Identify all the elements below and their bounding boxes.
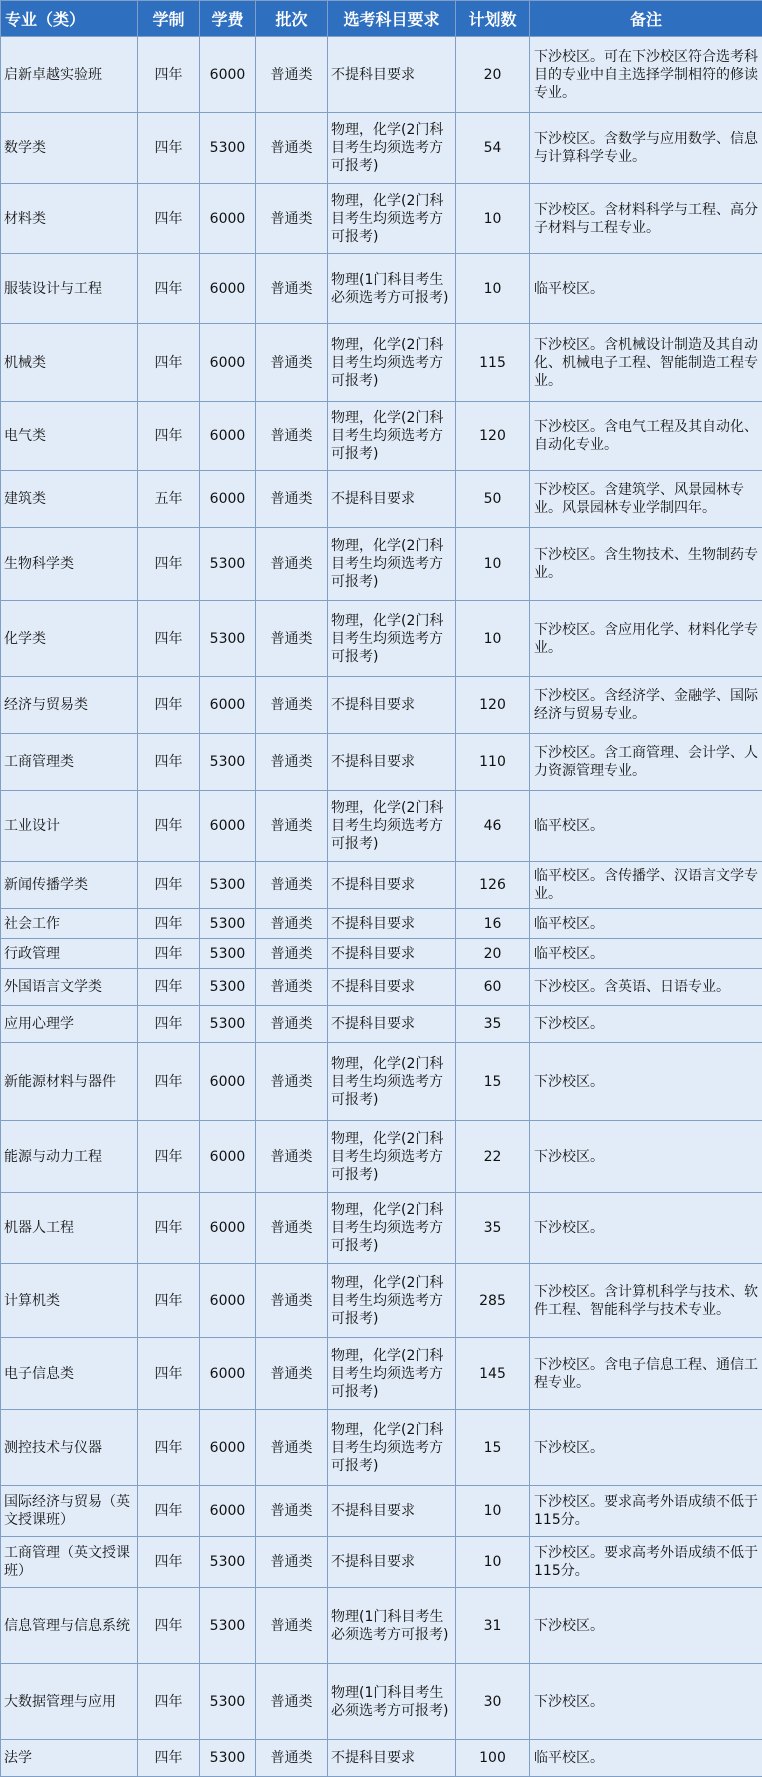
cell-batch: 普通类: [256, 1740, 328, 1777]
cell-duration: 四年: [138, 909, 200, 939]
cell-subjects: 不提科目要求: [328, 734, 456, 791]
cell-batch: 普通类: [256, 1486, 328, 1537]
cell-subjects: 物理，化学(2门科目考生均须选考方可报考): [328, 184, 456, 254]
cell-batch: 普通类: [256, 1264, 328, 1338]
cell-tuition: 6000: [200, 1193, 256, 1264]
cell-duration: 四年: [138, 1006, 200, 1043]
cell-major: 机械类: [1, 324, 138, 402]
cell-quota: 110: [456, 734, 530, 791]
cell-quota: 115: [456, 324, 530, 402]
cell-duration: 四年: [138, 1537, 200, 1588]
table-row: [1, 1537, 762, 1588]
cell-tuition: 5300: [200, 909, 256, 939]
cell-batch: 普通类: [256, 1006, 328, 1043]
header-batch: 批次: [256, 1, 328, 37]
cell-note: 下沙校区。: [530, 1410, 762, 1486]
cell-batch: 普通类: [256, 113, 328, 184]
cell-subjects: 物理(1门科目考生必须选考方可报考): [328, 254, 456, 324]
cell-duration: 四年: [138, 1264, 200, 1338]
cell-duration: 四年: [138, 402, 200, 471]
cell-quota: 120: [456, 677, 530, 734]
table-row: [1, 471, 762, 528]
cell-batch: 普通类: [256, 1121, 328, 1193]
cell-major: 社会工作: [1, 909, 138, 939]
cell-quota: 126: [456, 862, 530, 909]
cell-duration: 四年: [138, 601, 200, 677]
cell-quota: 46: [456, 791, 530, 862]
table-row: [1, 113, 762, 184]
cell-tuition: 6000: [200, 1043, 256, 1121]
cell-subjects: 物理，化学(2门科目考生均须选考方可报考): [328, 113, 456, 184]
cell-major: 工商管理（英文授课班）: [1, 1537, 138, 1588]
cell-major: 材料类: [1, 184, 138, 254]
cell-duration: 四年: [138, 528, 200, 601]
table-row: [1, 1043, 762, 1121]
cell-duration: 四年: [138, 1338, 200, 1410]
cell-note: 临平校区。: [530, 939, 762, 969]
cell-tuition: 5300: [200, 1588, 256, 1664]
cell-subjects: 不提科目要求: [328, 37, 456, 113]
cell-subjects: 物理，化学(2门科目考生均须选考方可报考): [328, 1410, 456, 1486]
cell-batch: 普通类: [256, 1537, 328, 1588]
cell-duration: 四年: [138, 969, 200, 1006]
cell-quota: 100: [456, 1740, 530, 1777]
cell-tuition: 6000: [200, 1121, 256, 1193]
cell-subjects: 不提科目要求: [328, 1537, 456, 1588]
cell-note: 下沙校区。: [530, 1043, 762, 1121]
table-row: [1, 1338, 762, 1410]
cell-quota: 15: [456, 1043, 530, 1121]
cell-duration: 四年: [138, 184, 200, 254]
cell-quota: 10: [456, 184, 530, 254]
cell-tuition: 6000: [200, 254, 256, 324]
cell-batch: 普通类: [256, 734, 328, 791]
cell-batch: 普通类: [256, 791, 328, 862]
cell-duration: 四年: [138, 734, 200, 791]
header-tuition: 学费: [200, 1, 256, 37]
cell-note: 下沙校区。含英语、日语专业。: [530, 969, 762, 1006]
cell-major: 新能源材料与器件: [1, 1043, 138, 1121]
table-row: [1, 1664, 762, 1740]
cell-batch: 普通类: [256, 939, 328, 969]
cell-major: 计算机类: [1, 1264, 138, 1338]
cell-duration: 四年: [138, 37, 200, 113]
cell-batch: 普通类: [256, 1338, 328, 1410]
cell-subjects: 物理，化学(2门科目考生均须选考方可报考): [328, 601, 456, 677]
cell-quota: 30: [456, 1664, 530, 1740]
cell-duration: 四年: [138, 1588, 200, 1664]
table-row: [1, 402, 762, 471]
cell-tuition: 6000: [200, 1264, 256, 1338]
cell-note: 临平校区。: [530, 1740, 762, 1777]
cell-duration: 四年: [138, 254, 200, 324]
cell-note: 下沙校区。: [530, 1006, 762, 1043]
cell-duration: 四年: [138, 677, 200, 734]
cell-quota: 35: [456, 1193, 530, 1264]
cell-batch: 普通类: [256, 37, 328, 113]
cell-subjects: 不提科目要求: [328, 969, 456, 1006]
cell-tuition: 5300: [200, 113, 256, 184]
cell-tuition: 5300: [200, 1006, 256, 1043]
cell-subjects: 不提科目要求: [328, 1740, 456, 1777]
table-row: [1, 791, 762, 862]
table-row: [1, 969, 762, 1006]
cell-duration: 四年: [138, 324, 200, 402]
cell-quota: 10: [456, 1486, 530, 1537]
cell-batch: 普通类: [256, 471, 328, 528]
cell-major: 电气类: [1, 402, 138, 471]
cell-duration: 四年: [138, 1121, 200, 1193]
cell-quota: 16: [456, 909, 530, 939]
cell-tuition: 5300: [200, 1740, 256, 1777]
cell-batch: 普通类: [256, 324, 328, 402]
cell-subjects: 不提科目要求: [328, 1006, 456, 1043]
cell-subjects: 物理，化学(2门科目考生均须选考方可报考): [328, 1264, 456, 1338]
cell-quota: 50: [456, 471, 530, 528]
header-note: 备注: [530, 1, 762, 37]
cell-batch: 普通类: [256, 254, 328, 324]
cell-batch: 普通类: [256, 1664, 328, 1740]
table-row: [1, 1006, 762, 1043]
cell-duration: 四年: [138, 791, 200, 862]
cell-batch: 普通类: [256, 184, 328, 254]
cell-subjects: 物理，化学(2门科目考生均须选考方可报考): [328, 324, 456, 402]
cell-note: 下沙校区。含建筑学、风景园林专业。风景园林专业学制四年。: [530, 471, 762, 528]
cell-duration: 四年: [138, 1193, 200, 1264]
table-row: [1, 37, 762, 113]
cell-tuition: 6000: [200, 471, 256, 528]
cell-duration: 四年: [138, 113, 200, 184]
cell-batch: 普通类: [256, 528, 328, 601]
cell-major: 信息管理与信息系统: [1, 1588, 138, 1664]
cell-tuition: 6000: [200, 1410, 256, 1486]
cell-major: 法学: [1, 1740, 138, 1777]
cell-major: 测控技术与仪器: [1, 1410, 138, 1486]
cell-duration: 四年: [138, 939, 200, 969]
cell-quota: 10: [456, 528, 530, 601]
cell-major: 服装设计与工程: [1, 254, 138, 324]
cell-batch: 普通类: [256, 909, 328, 939]
cell-major: 数学类: [1, 113, 138, 184]
cell-major: 电子信息类: [1, 1338, 138, 1410]
cell-major: 工业设计: [1, 791, 138, 862]
cell-note: 下沙校区。含工商管理、会计学、人力资源管理专业。: [530, 734, 762, 791]
table-row: [1, 1193, 762, 1264]
cell-note: 下沙校区。: [530, 1588, 762, 1664]
cell-note: 下沙校区。: [530, 1664, 762, 1740]
cell-note: 下沙校区。要求高考外语成绩不低于115分。: [530, 1486, 762, 1537]
header-quota: 计划数: [456, 1, 530, 37]
cell-major: 行政管理: [1, 939, 138, 969]
cell-tuition: 6000: [200, 1338, 256, 1410]
cell-major: 国际经济与贸易（英文授课班）: [1, 1486, 138, 1537]
cell-duration: 四年: [138, 1664, 200, 1740]
cell-tuition: 5300: [200, 862, 256, 909]
cell-batch: 普通类: [256, 1193, 328, 1264]
cell-quota: 145: [456, 1338, 530, 1410]
cell-note: 下沙校区。含机械设计制造及其自动化、机械电子工程、智能制造工程专业。: [530, 324, 762, 402]
cell-note: 下沙校区。: [530, 1121, 762, 1193]
cell-quota: 20: [456, 939, 530, 969]
cell-duration: 四年: [138, 1410, 200, 1486]
cell-tuition: 5300: [200, 528, 256, 601]
cell-major: 工商管理类: [1, 734, 138, 791]
cell-quota: 20: [456, 37, 530, 113]
cell-duration: 四年: [138, 1740, 200, 1777]
header-subjects: 选考科目要求: [328, 1, 456, 37]
cell-note: 临平校区。: [530, 909, 762, 939]
cell-duration: 四年: [138, 1043, 200, 1121]
cell-note: 下沙校区。可在下沙校区符合选考科目的专业中自主选择学制相符的修读专业。: [530, 37, 762, 113]
cell-note: 下沙校区。: [530, 1193, 762, 1264]
cell-major: 大数据管理与应用: [1, 1664, 138, 1740]
table-row: [1, 1264, 762, 1338]
cell-duration: 五年: [138, 471, 200, 528]
cell-quota: 120: [456, 402, 530, 471]
cell-major: 应用心理学: [1, 1006, 138, 1043]
cell-note: 临平校区。含传播学、汉语言文学专业。: [530, 862, 762, 909]
cell-quota: 285: [456, 1264, 530, 1338]
cell-subjects: 物理(1门科目考生必须选考方可报考): [328, 1664, 456, 1740]
table-row: [1, 909, 762, 939]
cell-subjects: 不提科目要求: [328, 471, 456, 528]
cell-subjects: 物理，化学(2门科目考生均须选考方可报考): [328, 1338, 456, 1410]
cell-note: 下沙校区。含电子信息工程、通信工程专业。: [530, 1338, 762, 1410]
cell-major: 新闻传播学类: [1, 862, 138, 909]
cell-quota: 31: [456, 1588, 530, 1664]
cell-tuition: 5300: [200, 734, 256, 791]
cell-major: 化学类: [1, 601, 138, 677]
header-duration: 学制: [138, 1, 200, 37]
cell-batch: 普通类: [256, 402, 328, 471]
cell-batch: 普通类: [256, 969, 328, 1006]
cell-tuition: 5300: [200, 969, 256, 1006]
cell-quota: 10: [456, 601, 530, 677]
cell-subjects: 物理，化学(2门科目考生均须选考方可报考): [328, 402, 456, 471]
cell-tuition: 5300: [200, 1537, 256, 1588]
cell-subjects: 不提科目要求: [328, 677, 456, 734]
cell-note: 下沙校区。含数学与应用数学、信息与计算科学专业。: [530, 113, 762, 184]
cell-subjects: 物理，化学(2门科目考生均须选考方可报考): [328, 791, 456, 862]
cell-major: 生物科学类: [1, 528, 138, 601]
cell-major: 建筑类: [1, 471, 138, 528]
cell-tuition: 6000: [200, 402, 256, 471]
cell-tuition: 5300: [200, 939, 256, 969]
cell-note: 临平校区。: [530, 254, 762, 324]
cell-duration: 四年: [138, 1486, 200, 1537]
header-major: 专业（类）: [1, 1, 138, 37]
cell-tuition: 6000: [200, 1486, 256, 1537]
cell-subjects: 不提科目要求: [328, 909, 456, 939]
cell-note: 下沙校区。含应用化学、材料化学专业。: [530, 601, 762, 677]
table-row: [1, 528, 762, 601]
cell-major: 外国语言文学类: [1, 969, 138, 1006]
table-row: [1, 324, 762, 402]
table-row: [1, 601, 762, 677]
cell-quota: 60: [456, 969, 530, 1006]
cell-batch: 普通类: [256, 1410, 328, 1486]
table-row: [1, 1410, 762, 1486]
cell-batch: 普通类: [256, 677, 328, 734]
cell-quota: 35: [456, 1006, 530, 1043]
table-row: [1, 734, 762, 791]
header-row: [1, 1, 762, 37]
cell-note: 下沙校区。含经济学、金融学、国际经济与贸易专业。: [530, 677, 762, 734]
cell-tuition: 6000: [200, 791, 256, 862]
cell-note: 下沙校区。含生物技术、生物制药专业。: [530, 528, 762, 601]
cell-major: 经济与贸易类: [1, 677, 138, 734]
cell-tuition: 6000: [200, 37, 256, 113]
cell-note: 临平校区。: [530, 791, 762, 862]
cell-subjects: 物理，化学(2门科目考生均须选考方可报考): [328, 1043, 456, 1121]
table-row: [1, 1740, 762, 1777]
cell-subjects: 物理，化学(2门科目考生均须选考方可报考): [328, 1193, 456, 1264]
table-row: [1, 862, 762, 909]
table-row: [1, 939, 762, 969]
cell-batch: 普通类: [256, 1043, 328, 1121]
cell-subjects: 不提科目要求: [328, 1486, 456, 1537]
cell-note: 下沙校区。含电气工程及其自动化、自动化专业。: [530, 402, 762, 471]
cell-batch: 普通类: [256, 601, 328, 677]
cell-subjects: 物理，化学(2门科目考生均须选考方可报考): [328, 528, 456, 601]
cell-batch: 普通类: [256, 862, 328, 909]
table-row: [1, 1121, 762, 1193]
cell-major: 启新卓越实验班: [1, 37, 138, 113]
cell-major: 能源与动力工程: [1, 1121, 138, 1193]
table-row: [1, 1588, 762, 1664]
cell-subjects: 物理，化学(2门科目考生均须选考方可报考): [328, 1121, 456, 1193]
table-body: [1, 37, 762, 1777]
table-row: [1, 677, 762, 734]
table-row: [1, 254, 762, 324]
cell-quota: 10: [456, 1537, 530, 1588]
cell-major: 机器人工程: [1, 1193, 138, 1264]
table-row: [1, 1486, 762, 1537]
cell-quota: 15: [456, 1410, 530, 1486]
cell-tuition: 5300: [200, 1664, 256, 1740]
cell-quota: 10: [456, 254, 530, 324]
table-row: [1, 184, 762, 254]
cell-note: 下沙校区。含材料科学与工程、高分子材料与工程专业。: [530, 184, 762, 254]
cell-subjects: 不提科目要求: [328, 939, 456, 969]
cell-quota: 54: [456, 113, 530, 184]
cell-tuition: 6000: [200, 677, 256, 734]
cell-tuition: 5300: [200, 601, 256, 677]
cell-tuition: 6000: [200, 324, 256, 402]
cell-batch: 普通类: [256, 1588, 328, 1664]
cell-subjects: 不提科目要求: [328, 862, 456, 909]
cell-quota: 22: [456, 1121, 530, 1193]
cell-tuition: 6000: [200, 184, 256, 254]
cell-note: 下沙校区。含计算机科学与技术、软件工程、智能科学与技术专业。: [530, 1264, 762, 1338]
cell-note: 下沙校区。要求高考外语成绩不低于115分。: [530, 1537, 762, 1588]
cell-duration: 四年: [138, 862, 200, 909]
cell-subjects: 物理(1门科目考生必须选考方可报考): [328, 1588, 456, 1664]
